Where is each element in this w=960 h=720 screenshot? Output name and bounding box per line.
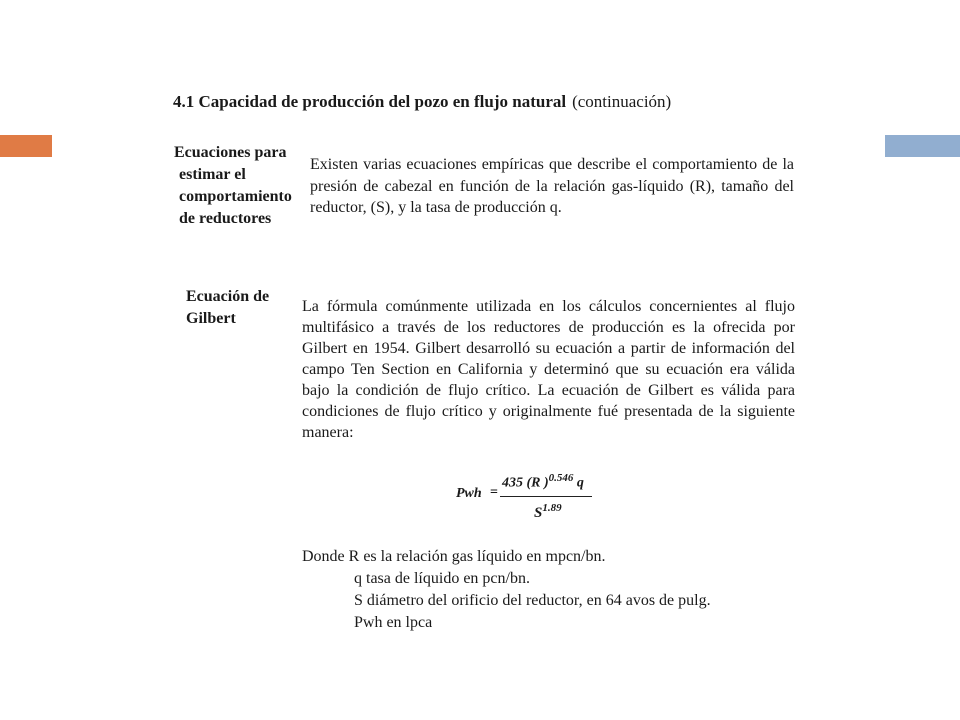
gilbert-formula — [456, 472, 616, 524]
definitions-list — [302, 546, 711, 634]
definition-item: q tasa de líquido en pcn/bn. — [354, 570, 530, 587]
formula-numerator-base: 435 (R ) — [502, 475, 549, 491]
definition-item: S diámetro del orificio del reductor, en 64 avos de pulg. — [354, 592, 711, 609]
title-subtitle: (continuación) — [572, 92, 672, 111]
section1-heading-line: estimar el — [179, 166, 246, 183]
definition-item: Donde R es la relación gas líquido en mpcn/bn. — [302, 548, 606, 565]
formula-numerator-tail: q — [573, 475, 584, 491]
formula-denominator-base: S — [534, 505, 543, 521]
section1-heading-line: de reductores — [179, 210, 272, 227]
definition-item: Pwh en lpca — [354, 614, 433, 631]
left-accent-bar — [0, 135, 52, 157]
page-title — [173, 92, 671, 112]
title-main: 4.1 Capacidad de producción del pozo en flujo natural — [173, 92, 567, 111]
section2-paragraph: La fórmula comúnmente utilizada en los cálculos concernientes al flujo multifásico a través de los reductores de producción es la ofrecida por Gilbert en 1954. Gilbert desarrolló su ecuación a partir de información del campo Ten Section en California y determinó que su ecuación era válida bajo la condición de flujo crítico. La ecuación de Gilbert es válida para condiciones de flujo crítico y originalmente fué presentada de la siguiente manera: — [302, 298, 795, 441]
formula-numerator-exponent: 0.546 — [548, 472, 574, 484]
section1-heading-line: Ecuaciones para — [174, 144, 287, 161]
section1-heading — [174, 142, 304, 230]
fraction-bar — [500, 496, 592, 497]
formula-equals: = — [490, 485, 498, 500]
formula-denominator — [534, 502, 562, 522]
section1-heading-line: comportamiento — [179, 188, 292, 205]
right-accent-bar — [885, 135, 960, 157]
formula-lhs: Pwh — [456, 486, 482, 501]
section1-paragraph: Existen varias ecuaciones empíricas que describe el comportamiento de la presión de cabezal en función de la relación gas-líquido (R), tamaño del reductor, (S), y la tasa de producción q. — [310, 156, 794, 216]
formula-denominator-exponent: 1.89 — [542, 502, 562, 514]
formula-numerator — [502, 472, 584, 492]
section2-heading: Ecuación de Gilbert — [186, 288, 270, 327]
